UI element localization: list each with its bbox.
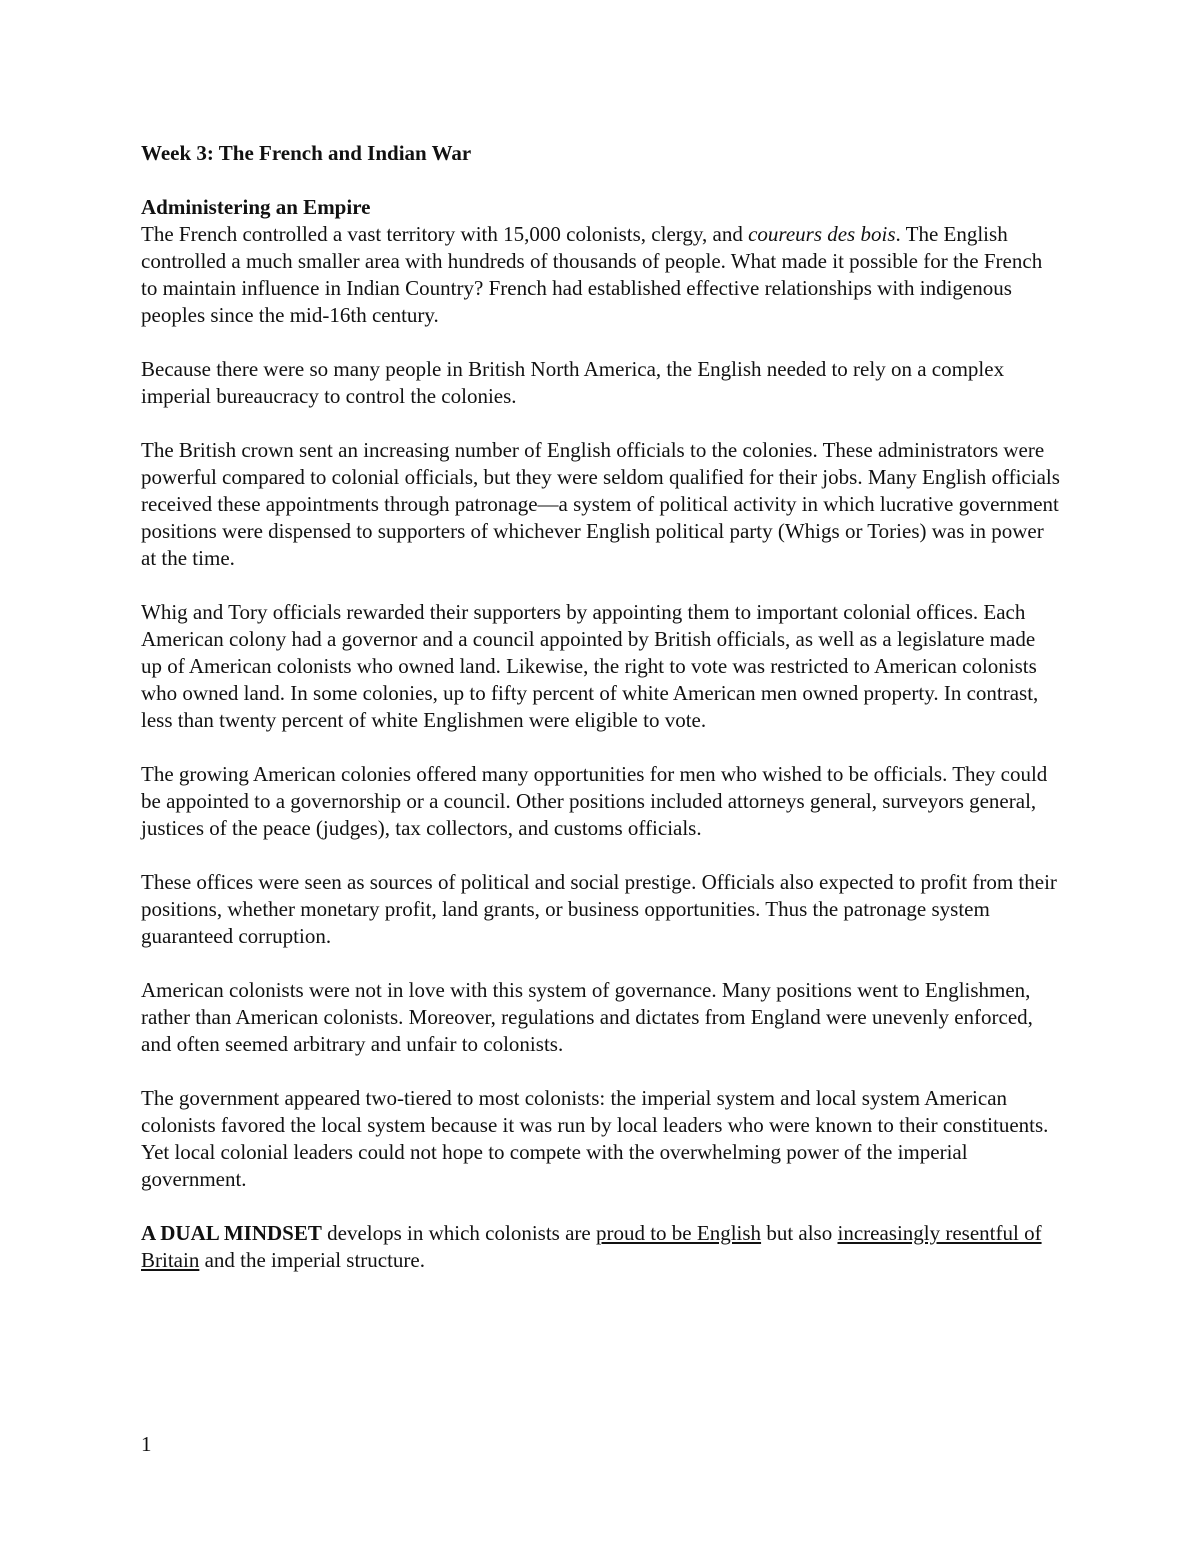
paragraph-9 <box>141 1220 1061 1274</box>
dual-mindset-lead: A DUAL MINDSET <box>141 1221 322 1245</box>
paragraph-9-text-3: and the imperial structure. <box>199 1248 425 1272</box>
paragraph-8: The government appeared two-tiered to most colonists: the imperial system and local system American colonists favored the local system because it was run by local leaders who were known to their constituents. Yet local colonial leaders could not hope to compete with the overwhelming power of the imperial government. <box>141 1086 1049 1191</box>
paragraph-9-text-2: but also <box>761 1221 838 1245</box>
document-page <box>141 140 1061 1301</box>
paragraph-3: The British crown sent an increasing number of English officials to the colonies. These administrators were powerful compared to colonial officials, but they were seldom qualified for their jobs. Many English officials received these appointments through patronage—a system of political activity in which lucrative government positions were dispensed to supporters of whichever English political party (Whigs or Tories) was in power at the time. <box>141 438 1060 570</box>
underlined-phrase-proud: proud to be English <box>595 1221 762 1245</box>
paragraph-5: The growing American colonies offered many opportunities for men who wished to be officials. They could be appointed to a governorship or a council. Other positions included attorneys general, surveyors general, justices of the peace (judges), tax collectors, and customs officials. <box>141 762 1048 840</box>
paragraph-7: American colonists were not in love with this system of governance. Many positions went to Englishmen, rather than American colonists. Moreover, regulations and dictates from England were unevenly enforced, and often seemed arbitrary and unfair to colonists. <box>141 978 1033 1056</box>
section-administering-an-empire <box>141 194 1061 329</box>
section-heading: Administering an Empire <box>141 195 371 219</box>
paragraph-4: Whig and Tory officials rewarded their supporters by appointing them to important colonial offices. Each American colony had a governor and a council appointed by British officials, as well as a legislature made up of American colonists who owned land. Likewise, the right to vote was restricted to American colonists who owned land. In some colonies, up to fifty percent of white American men owned property. In contrast, less than twenty percent of white Englishmen were eligible to vote. <box>141 600 1039 732</box>
page-number: 1 <box>141 1432 152 1456</box>
paragraph-1-italic-term: coureurs des bois <box>748 222 896 246</box>
paragraph-2: Because there were so many people in British North America, the English needed to rely on a complex imperial bureaucracy to control the colonies. <box>141 357 1005 408</box>
paragraph-1-text-b: . The English controlled a much smaller area with hundreds of thousands of people. What made it possible for the French to maintain influence in Indian Country? French had established effective relationships with indigenous peoples since the mid-16th century. <box>141 222 1043 327</box>
paragraph-6: These offices were seen as sources of political and social prestige. Officials also expected to profit from their positions, whether monetary profit, land grants, or business opportunities. Thus the patronage system guaranteed corruption. <box>141 870 1057 948</box>
paragraph-1-text-a: The French controlled a vast territory with 15,000 colonists, clergy, and <box>141 222 749 246</box>
paragraph-1 <box>141 221 1061 329</box>
document-title: Week 3: The French and Indian War <box>141 141 472 165</box>
underlined-phrase-resentful: increasingly resentful of Britain <box>141 1221 1042 1272</box>
paragraph-9-text-1: develops in which colonists are <box>321 1221 596 1245</box>
